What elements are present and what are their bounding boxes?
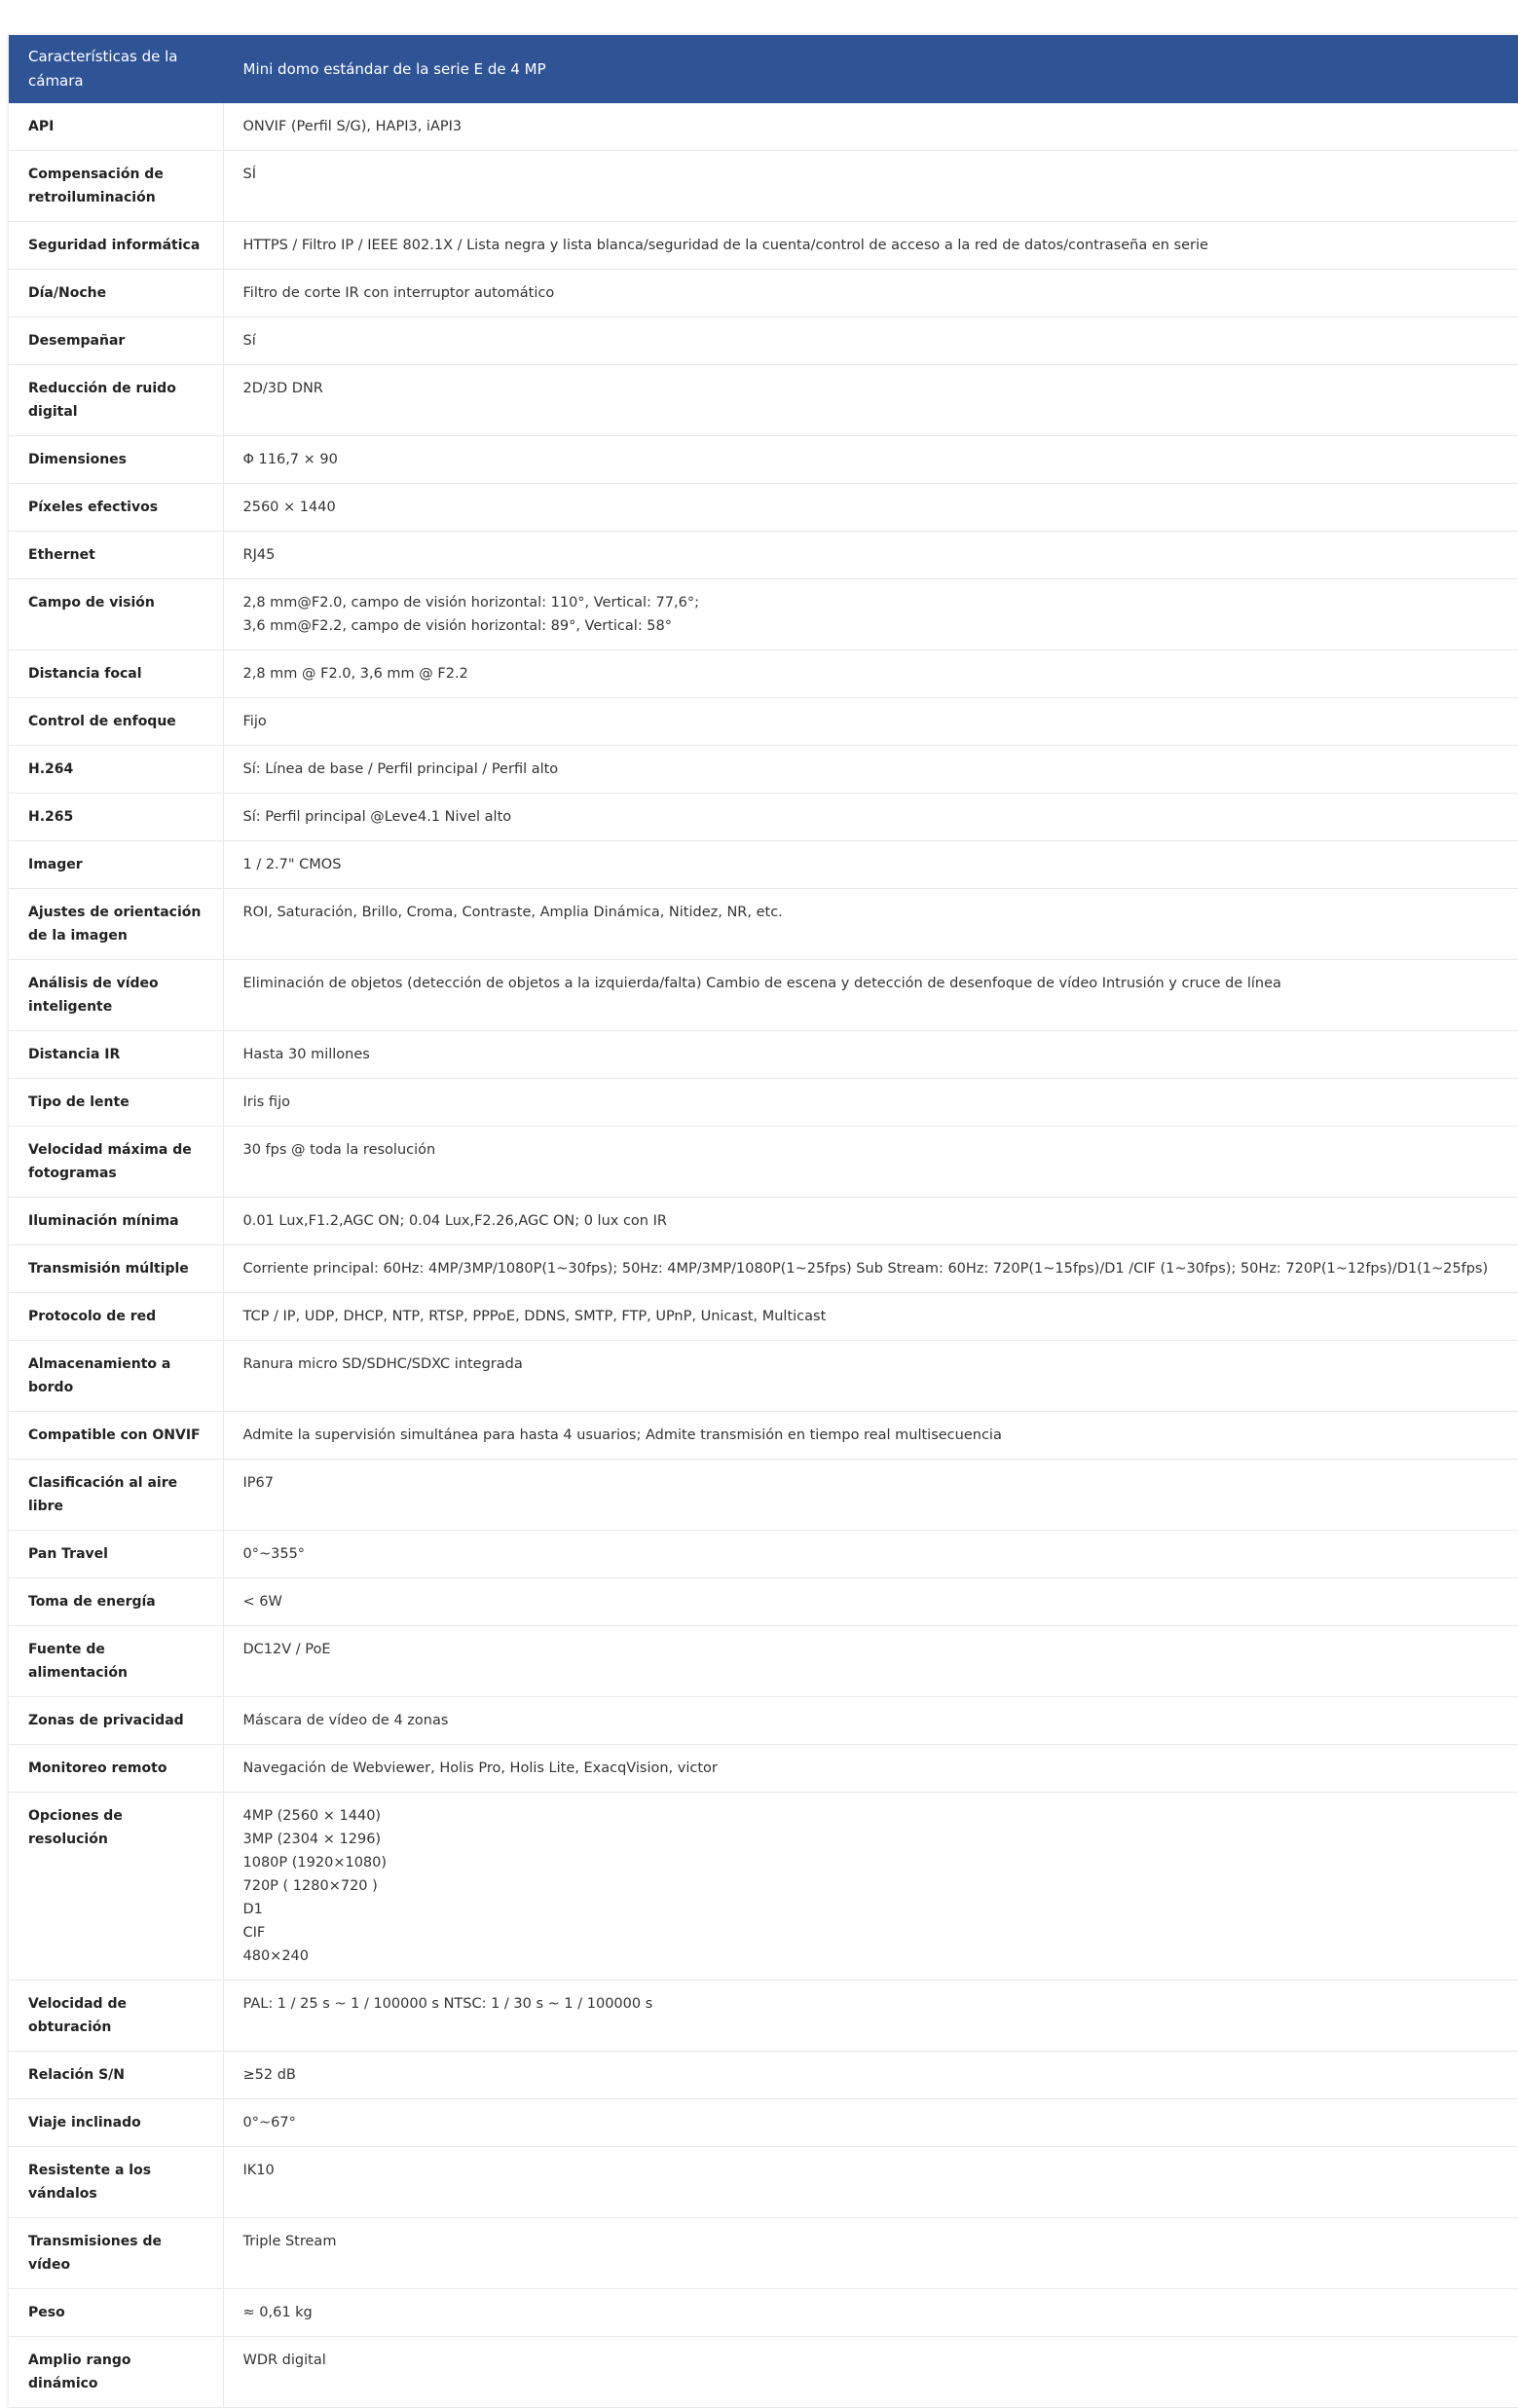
spec-value: RJ45 [223,532,1518,579]
spec-value: Sí: Línea de base / Perfil principal / Perfil alto [223,746,1518,794]
spec-value: Iris fijo [223,1079,1518,1127]
spec-row [9,1460,1518,1531]
spec-label: Iluminación mínima [9,1198,223,1245]
spec-label: Campo de visión [9,579,223,650]
spec-label: Transmisión múltiple [9,1245,223,1293]
spec-row [9,698,1518,746]
spec-value: Hasta 30 millones [223,1031,1518,1079]
spec-value: IK10 [223,2147,1518,2218]
spec-row [9,2147,1518,2218]
spec-value: 4MP (2560 × 1440) 3MP (2304 × 1296) 1080P (1920×1080) 720P ( 1280×720 ) D1 CIF 480×240 [223,1793,1518,1981]
spec-value: Admite la supervisión simultánea para hasta 4 usuarios; Admite transmisión en tiempo real multisecuencia [223,1412,1518,1460]
spec-value: ROI, Saturación, Brillo, Croma, Contraste, Amplia Dinámica, Nitidez, NR, etc. [223,889,1518,960]
spec-row [9,2289,1518,2337]
spec-row [9,270,1518,317]
spec-value: 0°~67° [223,2099,1518,2147]
spec-label: Almacenamiento a bordo [9,1341,223,1412]
spec-row [9,889,1518,960]
spec-row [9,579,1518,650]
spec-label: Compatible con ONVIF [9,1412,223,1460]
header-row [9,35,1518,103]
spec-table-header [9,35,1518,103]
spec-row [9,1697,1518,1745]
spec-label: Amplio rango dinámico [9,2337,223,2408]
spec-label: Ethernet [9,532,223,579]
spec-row [9,103,1518,151]
spec-label: Imager [9,841,223,889]
spec-row [9,365,1518,436]
spec-value: 1 / 2.7" CMOS [223,841,1518,889]
spec-value: TCP / IP, UDP, DHCP, NTP, RTSP, PPPoE, DDNS, SMTP, FTP, UPnP, Unicast, Multicast [223,1293,1518,1341]
spec-row [9,1198,1518,1245]
spec-row [9,1341,1518,1412]
spec-value: Sí [223,317,1518,365]
spec-value: 2,8 mm @ F2.0, 3,6 mm @ F2.2 [223,650,1518,698]
spec-value: 2560 × 1440 [223,484,1518,532]
spec-label: Velocidad máxima de fotogramas [9,1127,223,1198]
spec-value: PAL: 1 / 25 s ~ 1 / 100000 s NTSC: 1 / 30 s ~ 1 / 100000 s [223,1981,1518,2052]
spec-row [9,1031,1518,1079]
spec-label: Distancia focal [9,650,223,698]
spec-value: ≈ 0,61 kg [223,2289,1518,2337]
spec-row [9,151,1518,222]
spec-label: API [9,103,223,151]
spec-value: Φ 116,7 × 90 [223,436,1518,484]
spec-label: Resistente a los vándalos [9,2147,223,2218]
spec-label: Análisis de vídeo inteligente [9,960,223,1031]
spec-label: Día/Noche [9,270,223,317]
spec-label: Compensación de retroiluminación [9,151,223,222]
spec-label: Peso [9,2289,223,2337]
spec-row [9,1245,1518,1293]
spec-label: H.265 [9,794,223,841]
spec-value: WDR digital [223,2337,1518,2408]
spec-row [9,317,1518,365]
spec-table-body [9,103,1518,2408]
spec-value: Corriente principal: 60Hz: 4MP/3MP/1080P(1~30fps); 50Hz: 4MP/3MP/1080P(1~25fps) Sub Stream: 60Hz: 720P(1~15fps)/D1 /CIF (1~30fps); 50Hz: 720P(1~12fps)/D1(1~25fps) [223,1245,1518,1293]
spec-label: Transmisiones de vídeo [9,2218,223,2289]
spec-value: IP67 [223,1460,1518,1531]
spec-value: Sí: Perfil principal @Leve4.1 Nivel alto [223,794,1518,841]
spec-label: Distancia IR [9,1031,223,1079]
spec-table [9,35,1518,2408]
spec-value: Navegación de Webviewer, Holis Pro, Holis Lite, ExacqVision, victor [223,1745,1518,1793]
spec-value: < 6W [223,1578,1518,1626]
spec-row [9,960,1518,1031]
spec-value: DC12V / PoE [223,1626,1518,1697]
spec-row [9,1531,1518,1578]
spec-value: Eliminación de objetos (detección de objetos a la izquierda/falta) Cambio de escena y detección de desenfoque de vídeo Intrusión y cruce de línea [223,960,1518,1031]
spec-label: Velocidad de obturación [9,1981,223,2052]
spec-label: Clasificación al aire libre [9,1460,223,1531]
spec-label: H.264 [9,746,223,794]
spec-label: Protocolo de red [9,1293,223,1341]
spec-label: Dimensiones [9,436,223,484]
spec-row [9,222,1518,270]
spec-row [9,436,1518,484]
spec-label: Seguridad informática [9,222,223,270]
spec-value: ≥52 dB [223,2052,1518,2099]
spec-label: Monitoreo remoto [9,1745,223,1793]
spec-value: 0°~355° [223,1531,1518,1578]
header-product-name: Mini domo estándar de la serie E de 4 MP [223,35,1518,103]
header-features-label: Características de la cámara [9,35,223,103]
spec-row [9,841,1518,889]
spec-value: SÍ [223,151,1518,222]
spec-row [9,1981,1518,2052]
spec-row [9,532,1518,579]
spec-value: 0.01 Lux,F1.2,AGC ON; 0.04 Lux,F2.26,AGC ON; 0 lux con IR [223,1198,1518,1245]
spec-label: Toma de energía [9,1578,223,1626]
spec-value: Filtro de corte IR con interruptor automático [223,270,1518,317]
spec-value: HTTPS / Filtro IP / IEEE 802.1X / Lista negra y lista blanca/seguridad de la cuenta/control de acceso a la red de datos/contraseña en serie [223,222,1518,270]
spec-row [9,746,1518,794]
spec-value: 30 fps @ toda la resolución [223,1127,1518,1198]
spec-value: Ranura micro SD/SDHC/SDXC integrada [223,1341,1518,1412]
spec-row [9,2218,1518,2289]
spec-row [9,1127,1518,1198]
spec-row [9,2099,1518,2147]
spec-row [9,794,1518,841]
spec-label: Tipo de lente [9,1079,223,1127]
spec-label: Ajustes de orientación de la imagen [9,889,223,960]
spec-label: Píxeles efectivos [9,484,223,532]
spec-value: Máscara de vídeo de 4 zonas [223,1697,1518,1745]
spec-row [9,1745,1518,1793]
spec-row [9,2337,1518,2408]
spec-value: 2,8 mm@F2.0, campo de visión horizontal: 110°, Vertical: 77,6°; 3,6 mm@F2.2, campo de visión horizontal: 89°, Vertical: 58° [223,579,1518,650]
spec-label: Viaje inclinado [9,2099,223,2147]
spec-label: Zonas de privacidad [9,1697,223,1745]
spec-row [9,484,1518,532]
spec-value: Triple Stream [223,2218,1518,2289]
spec-row [9,1293,1518,1341]
spec-label: Reducción de ruido digital [9,365,223,436]
spec-row [9,1412,1518,1460]
spec-table-container [9,35,1518,2408]
spec-label: Fuente de alimentación [9,1626,223,1697]
spec-value: Fijo [223,698,1518,746]
spec-value: 2D/3D DNR [223,365,1518,436]
spec-label: Pan Travel [9,1531,223,1578]
spec-row [9,650,1518,698]
spec-label: Desempañar [9,317,223,365]
spec-row [9,1578,1518,1626]
spec-row [9,1079,1518,1127]
spec-row [9,1626,1518,1697]
spec-label: Control de enfoque [9,698,223,746]
spec-label: Opciones de resolución [9,1793,223,1981]
spec-label: Relación S/N [9,2052,223,2099]
spec-row [9,2052,1518,2099]
spec-row [9,1793,1518,1981]
spec-value: ONVIF (Perfil S/G), HAPI3, iAPI3 [223,103,1518,151]
